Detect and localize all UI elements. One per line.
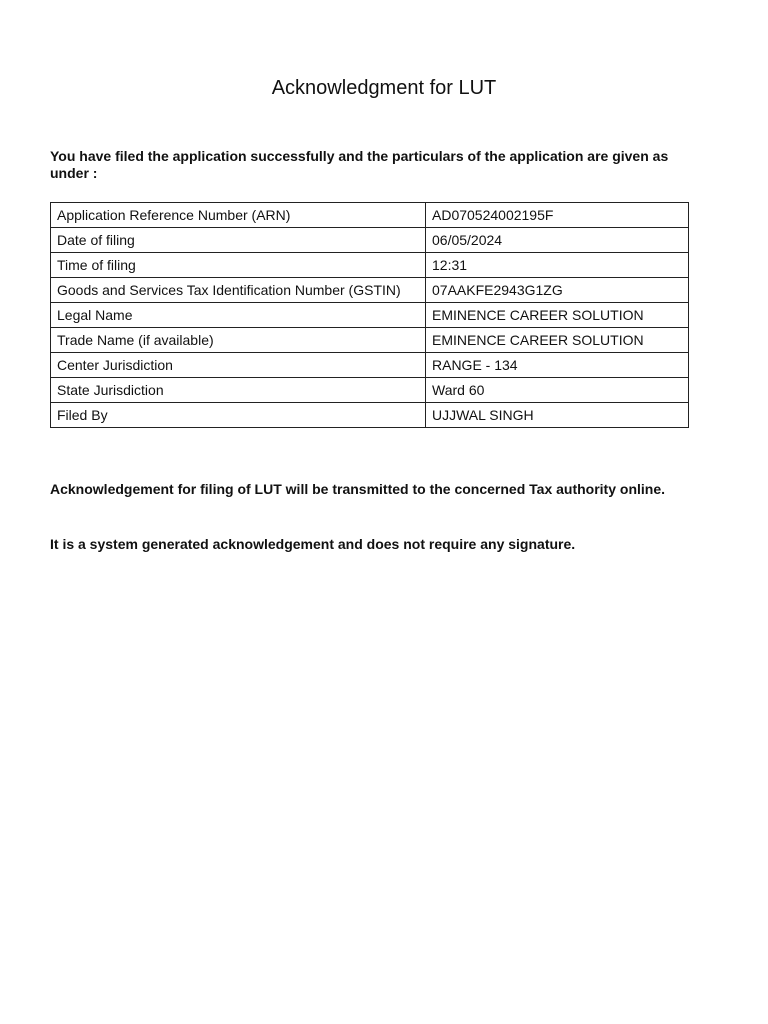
row-label: Date of filing	[51, 228, 426, 253]
row-value: 06/05/2024	[426, 228, 689, 253]
row-value: Ward 60	[426, 378, 689, 403]
row-label: Application Reference Number (ARN)	[51, 203, 426, 228]
row-label: Time of filing	[51, 253, 426, 278]
table-row	[51, 303, 689, 328]
transmission-note: Acknowledgement for filing of LUT will be transmitted to the concerned Tax authority online.	[50, 481, 666, 497]
system-generated-note: It is a system generated acknowledgement and does not require any signature.	[50, 536, 576, 552]
table-row	[51, 403, 689, 428]
row-value: UJJWAL SINGH	[426, 403, 689, 428]
row-label: State Jurisdiction	[51, 378, 426, 403]
page-title: Acknowledgment for LUT	[271, 77, 497, 99]
row-label: Filed By	[51, 403, 426, 428]
row-label: Center Jurisdiction	[51, 353, 426, 378]
table-row	[51, 378, 689, 403]
row-value: 12:31	[426, 253, 689, 278]
row-value: EMINENCE CAREER SOLUTION	[426, 303, 689, 328]
row-label: Legal Name	[51, 303, 426, 328]
row-value: RANGE - 134	[426, 353, 689, 378]
table-row	[51, 278, 689, 303]
row-value: 07AAKFE2943G1ZG	[426, 278, 689, 303]
table-row	[51, 328, 689, 353]
row-value: AD070524002195F	[426, 203, 689, 228]
row-value: EMINENCE CAREER SOLUTION	[426, 328, 689, 353]
table-row	[51, 253, 689, 278]
table-row	[51, 228, 689, 253]
row-label: Goods and Services Tax Identification Number (GSTIN)	[51, 278, 426, 303]
intro-text: You have filed the application successfully and the particulars of the application are given as under :	[50, 148, 669, 181]
table-row	[51, 353, 689, 378]
row-label: Trade Name (if available)	[51, 328, 426, 353]
application-details-table	[50, 202, 689, 428]
table-row	[51, 203, 689, 228]
